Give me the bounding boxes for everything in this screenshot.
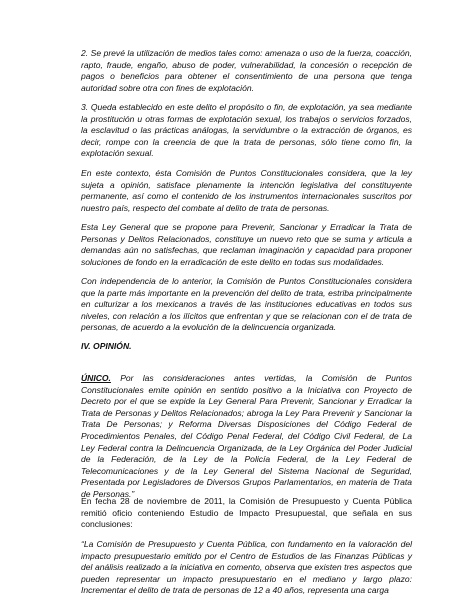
paragraph-ley-general: Esta Ley General que se propone para Prevenir, Sancionar y Erradicar la Trata de Personas y Delitos Relacionados, constituye un nuevo reto que se suma y articula a demandas aún no satisfechas, que reclaman imaginación y capacidad para proponer soluciones de fondo en la erradicación de este delito en todas sus modalidades.	[81, 222, 412, 267]
unico-label: ÚNICO.	[81, 373, 111, 383]
paragraph-unico	[81, 373, 412, 501]
paragraph-context: En este contexto, ésta Comisión de Puntos Constitucionales considera, que la ley sujeta a opinión, satisface plenamente la intención legislativa del constituyente permanente, así como el contenido de los instrumentos internacionales suscritos por nuestro país, respecto del combate al delito de trata de personas.	[81, 168, 412, 213]
paragraph-quote: “La Comisión de Presupuesto y Cuenta Pública, con fundamento en la valoración del impacto presupuestario emitido por el Centro de Estudios de las Finanzas Públicas y del análisis realizado a la iniciativa en comento, observa que existen tres aspectos que pueden representar un impacto presupuestario en el mediano y largo plazo: Incrementar el delito de trata de personas de 12 a 40 años, representa una carga	[81, 539, 412, 596]
paragraph-independencia: Con independencia de lo anterior, la Comisión de Puntos Constitucionales considera que la parte más importante en la prevención del delito de trata, estriba principalmente en culturizar a los mexicanos a través de las instituciones educativas en todos sus niveles, con relación a los ilícitos que enfrentan y que se relacionan con el de trata de personas, de acuerdo a la evolución de la delincuencia organizada.	[81, 276, 412, 333]
section-heading-opinion: IV. OPINIÓN.	[81, 341, 132, 351]
unico-text: Por las consideraciones antes vertidas, la Comisión de Puntos Constitucionales emite opinión en sentido positivo a la Iniciativa con Proyecto de Decreto por el que se expide la Ley General Para Prevenir, Sancionar y Erradicar la Trata de Personas y Delitos Relacionados; abroga la Ley Para Prevenir y Sancionar la Trata De Personas; y Reforma Diversas Disposiciones del Código Federal de Procedimientos Penales, del Código Penal Federal, del Código Civil Federal, de La Ley Federal contra la Delincuencia Organizada, de la Ley Orgánica del Poder Judicial de la Federación, de la Ley de la Policía Federal, de la Ley Federal de Telecomunicaciones y de la Ley General del Sistema Nacional de Seguridad, Presentada por Legisladores de Diversos Grupos Parlamentarios, en materia de Trata de Personas.”	[81, 373, 412, 499]
paragraph-point-2: 2. Se prevé la utilización de medios tales como: amenaza o uso de la fuerza, coacción, rapto, fraude, engaño, abuso de poder, vulnerabilidad, la concesión o recepción de pagos o beneficios para obtener el consentimiento de una persona que tenga autoridad sobre otra con fines de explotación.	[81, 48, 412, 93]
paragraph-fecha: En fecha 28 de noviembre de 2011, la Comisión de Presupuesto y Cuenta Pública remitió oficio conteniendo Estudio de Impacto Presupuestal, que señala en sus conclusiones:	[81, 496, 412, 530]
paragraph-point-3: 3. Queda establecido en este delito el propósito o fin, de explotación, ya sea mediante la prostitución u otras formas de explotación sexual, los trabajos o servicios forzados, la esclavitud o las prácticas análogas, la servidumbre o la extracción de órganos, es decir, rompe con la creencia de que la trata de personas, sólo tiene como fin, la explotación sexual.	[81, 102, 412, 159]
